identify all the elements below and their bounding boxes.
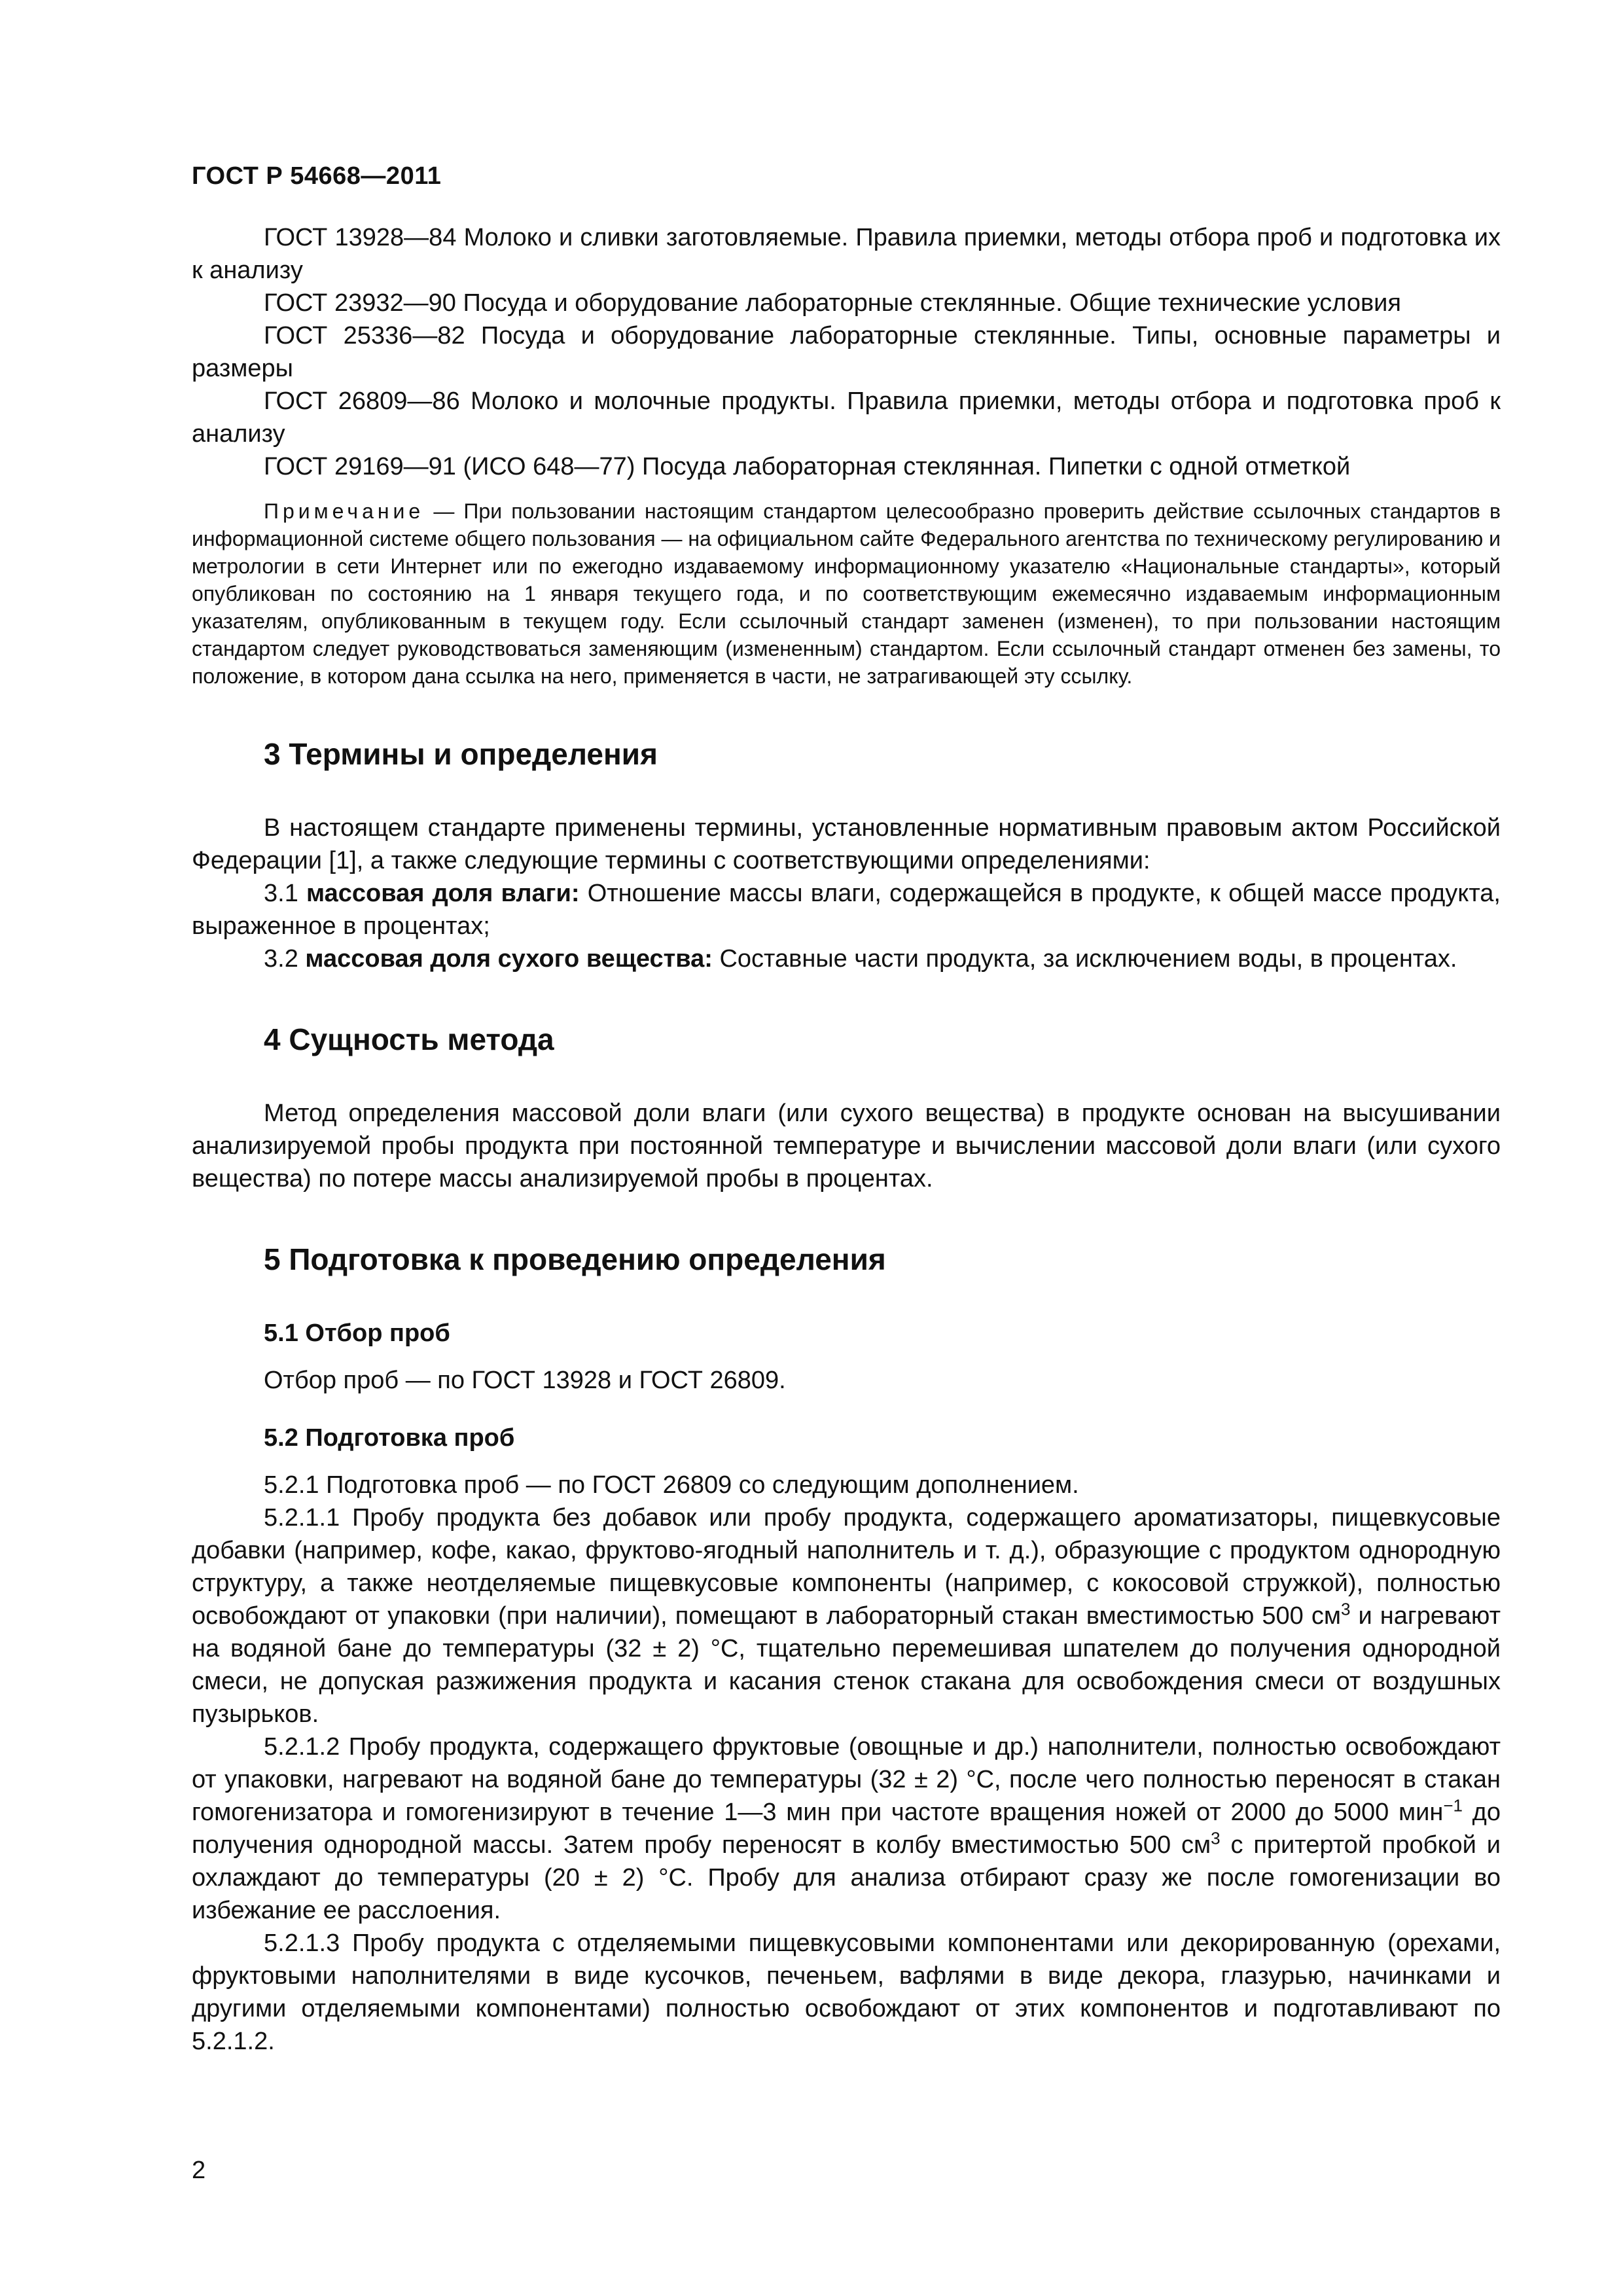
reference-code: ГОСТ 13928—84 (264, 224, 457, 251)
section-4-heading: 4 Сущность метода (264, 1022, 554, 1056)
term-3-2 (192, 942, 1501, 975)
clause-text: 5.2.1.2 Пробу продукта, содержащего фруктовые (овощные и др.) наполнители, полностью освобождают от упаковки, нагревают на водяной бане до температуры (32 ± 2) °С, после чего полностью переносят в стакан гомогенизатора и гомогенизируют в течение 1—3 мин при частоте вращения ножей от 2000 до 5000 мин (192, 1733, 1501, 1826)
section-3-intro: В настоящем стандарте применены термины, установленные нормативным правовым актом Российской Федерации [1], а также следующие термины с соответствующими определениями: (192, 814, 1501, 874)
reference-item (192, 221, 1501, 287)
clause-5-2-1-1 (192, 1501, 1501, 1731)
note-text: — При пользовании настоящим стандартом целесообразно проверить действие ссылочных стандартов в информационной системе общего пользования — на официальном сайте Федерального агентства по техническому регулированию и метрологии в сети Интернет или по ежегодно издаваемому информационному указателю «Национальные стандарты», который опубликован по состоянию на 1 января текущего года, и по соответствующим ежемесячно издаваемым информационным указателям, опубликованным в текущем году. Если ссылочный стандарт заменен (изменен), то при пользовании настоящим стандартом следует руководствоваться заменяющим (измененным) стандартом. Если ссылочный стандарт отменен без замены, то положение, в котором дана ссылка на него, применяется в части, не затрагивающей эту ссылку. (192, 499, 1501, 688)
clause-text: с притертой пробкой и охлаждают до температуры (20 ± 2) °С. Пробу для анализа отбирают сразу же после гомогенизации во избежание ее расслоения. (192, 1831, 1501, 1924)
reference-code: ГОСТ 25336—82 (264, 322, 465, 350)
note-label: Примечание (264, 499, 425, 523)
reference-code: ГОСТ 26809—86 (264, 387, 460, 415)
term-3-1 (192, 877, 1501, 942)
term-definition: Отношение массы влаги, содержащейся в продукте, к общей массе продукта, выраженное в процентах; (192, 880, 1501, 940)
section-4-text: Метод определения массовой доли влаги (или сухого вещества) в продукте основан на высушивании анализируемой пробы продукта при постоянной температуре и вычислении массовой доли влаги (или сухого вещества) по потере массы анализируемой пробы в процентах. (192, 1100, 1501, 1193)
section-5-heading: 5 Подготовка к проведению определения (264, 1242, 886, 1276)
clause-5-2-1-3: 5.2.1.3 Пробу продукта с отделяемыми пищевкусовыми компонентами или декорированную (орехами, фруктовыми наполнителями в виде кусочков, печеньем, вафлями в виде декора, глазурью, начинками и другими отделяемыми компонентами) полностью освобождают от этих компонентов и подготавливают по 5.2.1.2. (192, 1929, 1501, 2055)
document-header: ГОСТ Р 54668—2011 (192, 162, 442, 190)
page-number: 2 (192, 2157, 206, 2184)
clause-text: до получения однородной массы. Затем пробу переносят в колбу вместимостью 500 см (192, 1799, 1501, 1859)
clause-text: 5.2.1.1 Пробу продукта без добавок или пробу продукта, содержащего ароматизаторы, пищевкусовые добавки (например, кофе, какао, фруктово-ягодный наполнитель и т. д.), образующие с продуктом однородную структуру, а также неотделяемые пищевкусовые компоненты (например, с кокосовой стружкой), полностью освобождают от упаковки (при наличии), помещают в лабораторный стакан вместимостью 500 см (192, 1504, 1501, 1630)
clause-5-2-1-2 (192, 1731, 1501, 1927)
superscript: −1 (1443, 1795, 1463, 1816)
superscript: 3 (1211, 1828, 1221, 1848)
term-name: массовая доля сухого вещества: (305, 945, 713, 973)
reference-item (192, 450, 1501, 483)
reference-title: Посуда лабораторная стеклянная. Пипетки с одной отметкой (642, 453, 1351, 480)
subsection-5-2-heading: 5.2 Подготовка проб (264, 1424, 515, 1452)
clause-text: и нагревают на водяной бане до температуры (32 ± 2) °С, тщательно перемешивая шпателем до получения однородной смеси, не допуская разжижения продукта и касания стенок стакана для освобождения смеси от воздушных пузырьков. (192, 1602, 1501, 1728)
reference-code: ГОСТ 29169—91 (ИСО 648—77) (264, 453, 635, 480)
document-body (192, 221, 1501, 2058)
reference-title: Молоко и сливки заготовляемые. Правила приемки, методы отбора проб и подготовка их к анализу (192, 224, 1501, 284)
note-paragraph (192, 497, 1501, 690)
superscript: 3 (1340, 1599, 1351, 1619)
term-number: 3.2 (264, 945, 298, 973)
term-definition: Составные части продукта, за исключением воды, в процентах. (719, 945, 1457, 973)
subsection-5-1-text: Отбор проб — по ГОСТ 13928 и ГОСТ 26809. (264, 1367, 786, 1394)
reference-item (192, 319, 1501, 385)
reference-title: Посуда и оборудование лабораторные стеклянные. Типы, основные параметры и размеры (192, 322, 1501, 382)
subsection-5-1-heading: 5.1 Отбор проб (264, 1319, 450, 1347)
term-number: 3.1 (264, 880, 298, 907)
reference-title: Посуда и оборудование лабораторные стеклянные. Общие технические условия (463, 289, 1401, 317)
clause-5-2-1: 5.2.1 Подготовка проб — по ГОСТ 26809 со следующим дополнением. (264, 1471, 1079, 1499)
section-3-heading: 3 Термины и определения (264, 737, 658, 771)
reference-item (192, 385, 1501, 450)
reference-code: ГОСТ 23932—90 (264, 289, 456, 317)
reference-title: Молоко и молочные продукты. Правила приемки, методы отбора и подготовка проб к анализу (192, 387, 1501, 448)
reference-item (192, 287, 1501, 319)
term-name: массовая доля влаги: (306, 880, 580, 907)
